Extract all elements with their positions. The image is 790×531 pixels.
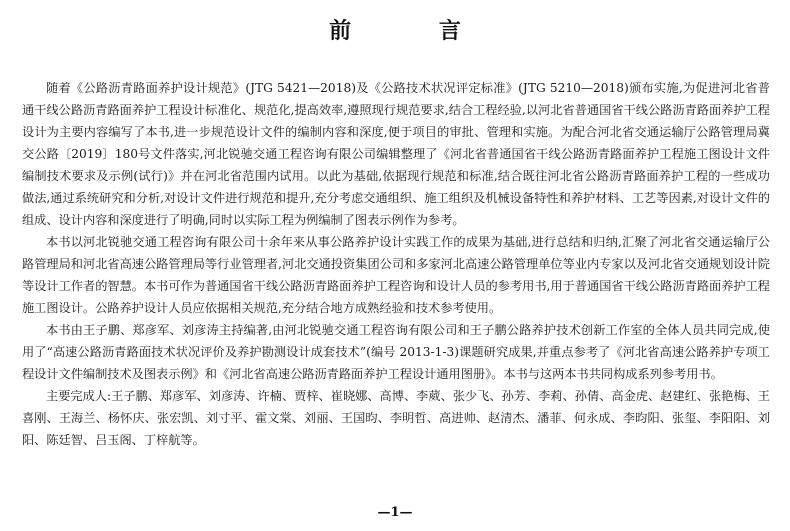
paragraph-1: 随着《公路沥青路面养护设计规范》(JTG 5421—2018)及《公路技术状况评定标准》(JTG 5210—2018)颁布实施,为促进河北省普通干线公路沥青路面养护工程设计标准化、规范化,提高效率,遵照现行规范要求,结合工程经验,以河北省普通国省干线公路沥青路面养护工程设计为主要内容编写了本书,进一步规范设计文件的编制内容和深度,便于项目的审批、管理和实施。为配合河北省交通运输厅公路管理局冀交公路〔2019〕180号文件落实,河北锐驰交通工程咨询有限公司编辑整理了《河北省普通国省干线公路沥青路面养护工程施工图设计文件编制技术要求及示例(试行)》并在河北省范围内试用。以此为基础,依据现行规范和标准,结合既往河北省公路沥青路面养护工程的一些成功做法,通过系统研究和分析,对设计文件进行规范和提升,充分考虑交通组织、施工组织及机械设备特性和养护材料、工艺等因素,对设计文件的组成、设计内容和深度进行了明确,同时以实际工程为例编制了图表示例作为参考。 <box>22 81 770 227</box>
page-title: 前 言 <box>329 19 501 44</box>
preface-body <box>22 77 770 451</box>
paragraph-2: 本书以河北锐驰交通工程咨询有限公司十余年来从事公路养护设计实践工作的成果为基础,进行总结和归纳,汇聚了河北省交通运输厅公路管理局和河北省高速公路管理局等行业管理者,河北交通投资集团公司和多家河北高速公路管理单位等业内专家以及河北省交通规划设计院等设计工作者的智慧。本书可作为普通国省干线公路沥青路面养护工程咨询和设计人员的参考用书,用于普通国省干线公路沥青路面养护工程施工图设计。公路养护设计人员应依据相关规范,充分结合地方成熟经验和技术参考使用。 <box>22 235 770 315</box>
page-number: —1— <box>377 505 413 520</box>
paragraph-4: 主要完成人:王子鹏、郑彦军、刘彦涛、许楠、贾梓、崔晓娜、高博、李葳、张少飞、孙芳、李莉、孙倩、高金虎、赵建红、张艳梅、王喜刚、王海兰、杨怀庆、张宏凯、刘寸平、霍文棠、刘丽、王国昀、李明哲、高进帅、赵清杰、潘菲、何永成、李昀阳、张玺、李阳阳、刘阳、陈廷智、吕玉阁、丁梓航等。 <box>22 389 770 447</box>
paragraph-3: 本书由王子鹏、郑彦军、刘彦涛主持编著,由河北锐驰交通工程咨询有限公司和王子鹏公路养护技术创新工作室的全体人员共同完成,使用了“高速公路沥青路面技术状况评价及养护勘测设计成套技术”(编号 2013-1-3)课题研究成果,并重点参考了《河北省高速公路养护专项工程设计文件编制技术及图表示例》和《河北省高速公路沥青路面养护工程设计通用图册》。本书与这两本书共同构成系列参考用书。 <box>22 323 770 381</box>
